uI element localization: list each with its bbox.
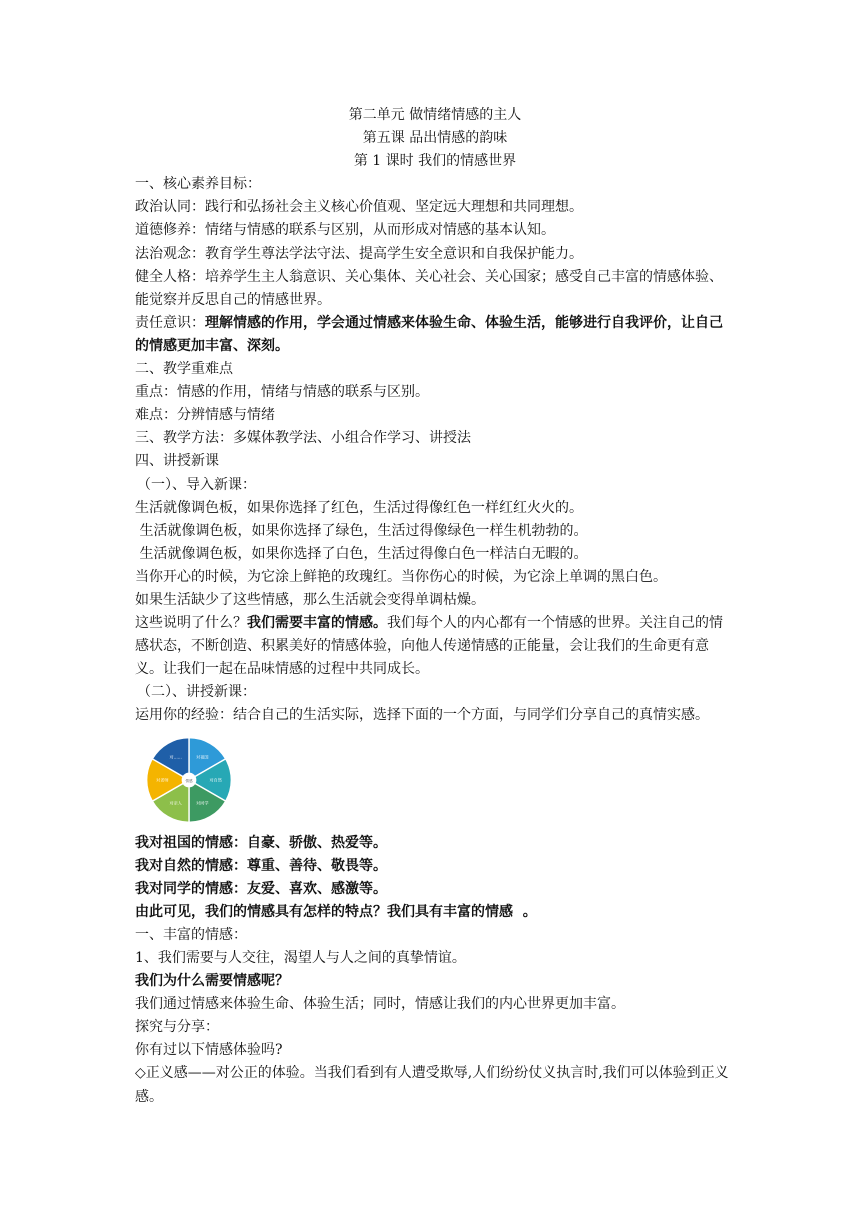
wheel-segment-label: 对同学 <box>196 800 209 806</box>
body-text: 我们每个人的内心都有一个情感的世界。关注自己的情感状态，不断创造、积累美好的情感体验，向他人传递情感的正能量，会让我们的生命更有意义。让我们一起在品味情感的过程中共同成长。 <box>135 615 723 678</box>
section-heading: 三、教学方法：多媒体教学法、小组合作学习、讲授法 <box>135 430 471 447</box>
paragraph: 如果生活缺少了这些情感，那么生活就会变得单调枯燥。 <box>135 591 485 608</box>
paragraph <box>135 312 735 358</box>
paragraph <box>135 612 735 681</box>
bold-text: 理解情感的作用，学会通过情感来体验生命、体验生活，能够进行自我评价，让自己的情感更加丰富、深刻。 <box>135 314 723 354</box>
document-page <box>135 104 735 1109</box>
wheel-segment-label: 对…… <box>169 753 182 759</box>
bold-text: 我们需要丰富的情感。 <box>247 615 387 632</box>
wheel-segment-label: 对亲人 <box>169 800 182 806</box>
paragraph: 我对同学的情感：友爱、喜欢、感激等。 <box>135 880 387 897</box>
wheel-segment-label: 对祖国 <box>196 753 209 759</box>
lesson-title: 第五课 品出情感的韵味 <box>362 130 508 147</box>
paragraph: 法治观念：教育学生尊法学法守法、提高学生安全意识和自我保护能力。 <box>135 245 583 262</box>
section-heading: 二、教学重难点 <box>135 361 233 378</box>
label: 责任意识： <box>135 314 205 331</box>
paragraph: 我对自然的情感：尊重、善待、敬畏等。 <box>135 857 387 874</box>
paragraph: 政治认同：践行和弘扬社会主义核心价值观、坚定远大理想和共同理想。 <box>135 199 583 216</box>
section-heading: 四、讲授新课 <box>135 453 219 470</box>
emotion-wheel-diagram <box>143 734 235 826</box>
paragraph: 重点：情感的作用，情绪与情感的联系与区别。 <box>135 384 429 401</box>
paragraph: 由此可见，我们的情感具有怎样的特点？我们具有丰富的情感 。 <box>135 903 537 920</box>
paragraph: 生活就像调色板，如果你选择了白色，生活过得像白色一样洁白无暇的。 <box>135 545 588 562</box>
section-heading: 一、丰富的情感： <box>135 926 247 943</box>
paragraph: 运用你的经验：结合自己的生活实际，选择下面的一个方面，与同学们分享自己的真情实感。 <box>135 707 709 724</box>
paragraph: 难点：分辨情感与情绪 <box>135 407 275 424</box>
paragraph: 生活就像调色板，如果你选择了红色，生活过得像红色一样红红火火的。 <box>135 499 583 516</box>
paragraph: ◇正义感——对公正的体验。当我们看到有人遭受欺辱,人们纷纷仗义执言时,我们可以体验到正义感。 <box>135 1065 729 1105</box>
sub-heading: （二）、讲授新课： <box>137 684 256 701</box>
paragraph: 我对祖国的情感：自豪、骄傲、热爱等。 <box>135 834 387 851</box>
paragraph: 当你开心的时候，为它涂上鲜艳的玫瑰红。当你伤心的时候，为它涂上单调的黑白色。 <box>135 568 667 585</box>
unit-title: 第二单元 做情绪情感的主人 <box>348 107 522 123</box>
period-title: 第 1 课时 我们的情感世界 <box>353 153 517 170</box>
wheel-segment-label: 对老师 <box>156 776 169 782</box>
paragraph: 我们为什么需要情感呢？ <box>135 973 289 990</box>
wheel-center-label: 情感 <box>185 778 193 783</box>
section-heading: 一、核心素养目标： <box>135 176 261 193</box>
question-text: 这些说明了什么？ <box>135 615 247 632</box>
sub-heading: （一）、导入新课： <box>137 476 256 493</box>
paragraph: 我们通过情感来体验生命、体验生活；同时，情感让我们的内心世界更加丰富。 <box>135 996 625 1013</box>
paragraph: 健全人格：培养学生主人翁意识、关心集体、关心社会、关心国家；感受自己丰富的情感体验、能觉察并反思自己的情感世界。 <box>135 268 723 308</box>
paragraph: 探究与分享： <box>135 1019 219 1036</box>
paragraph: 1、我们需要与人交往，渴望人与人之间的真挚情谊。 <box>135 950 466 966</box>
paragraph: 道德修养：情绪与情感的联系与区别，从而形成对情感的基本认知。 <box>135 222 555 239</box>
wheel-segment-label: 对自然 <box>209 776 222 782</box>
paragraph: 生活就像调色板，如果你选择了绿色，生活过得像绿色一样生机勃勃的。 <box>135 522 588 539</box>
paragraph: 你有过以下情感体验吗? <box>135 1042 283 1059</box>
